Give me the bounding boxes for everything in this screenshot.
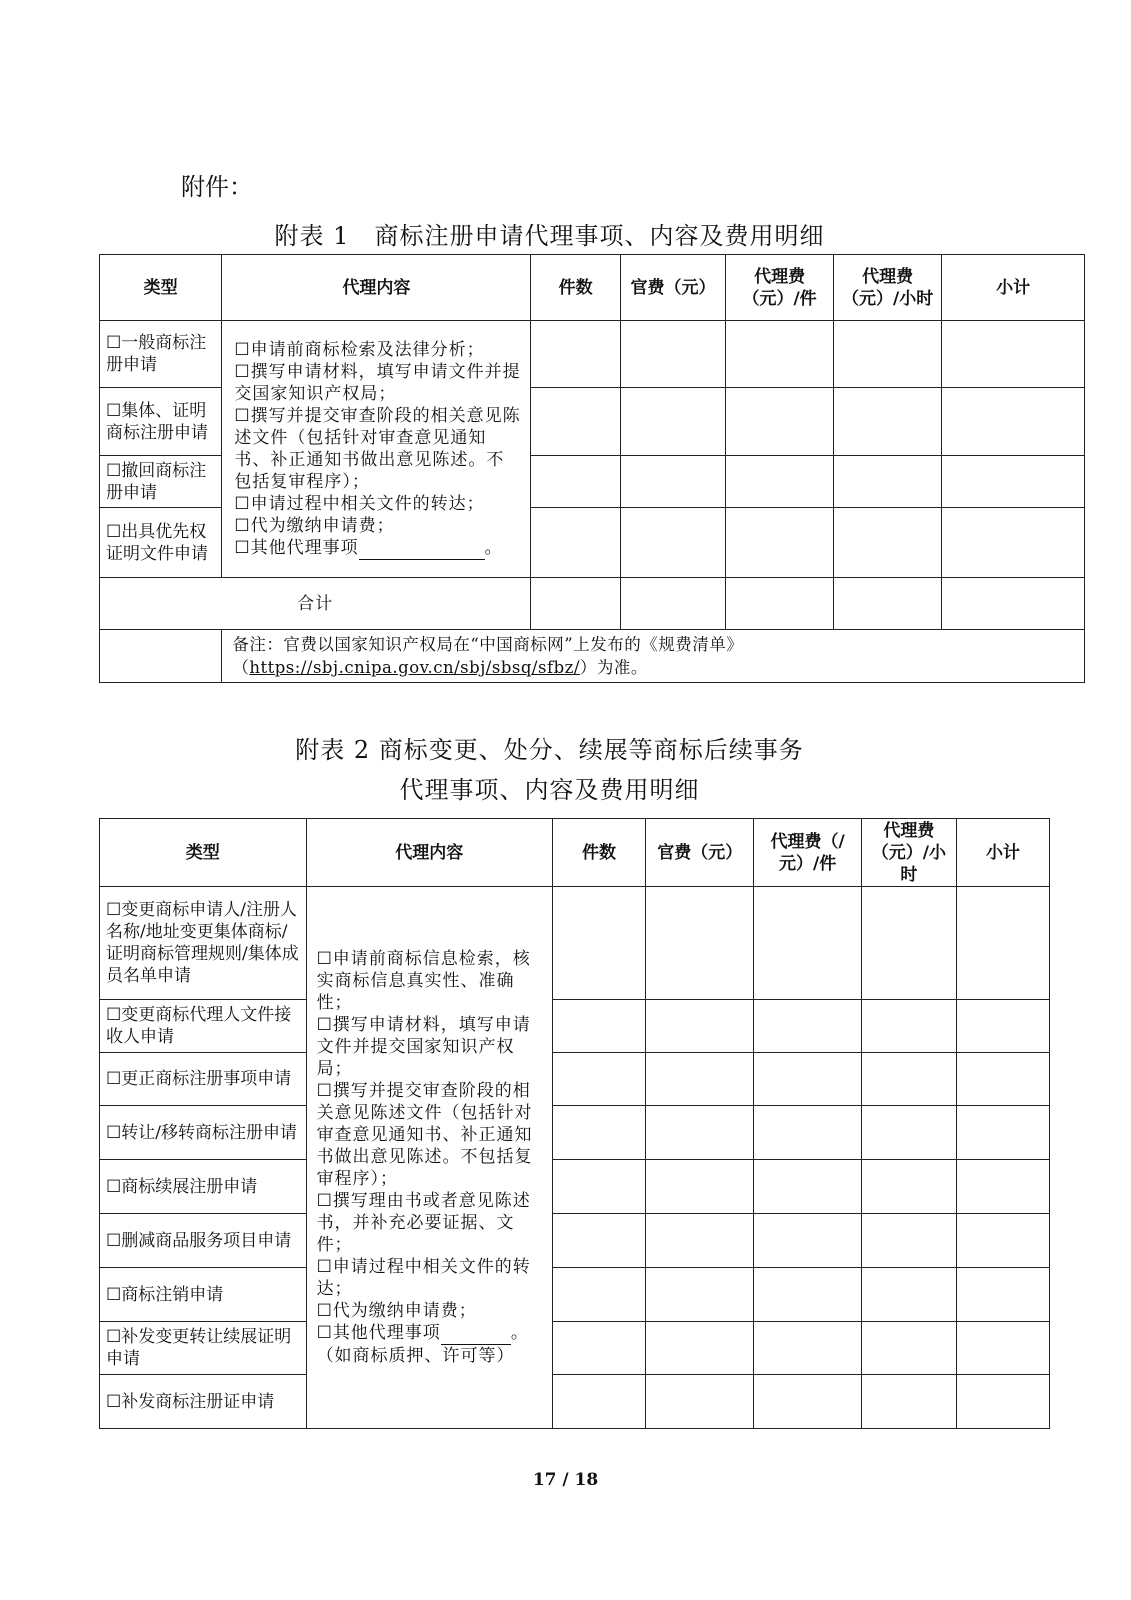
agent-fee-item-input[interactable] — [754, 1106, 861, 1160]
total-official-fee-input[interactable] — [621, 578, 726, 630]
type-cell[interactable]: ☐商标续展注册申请 — [100, 1160, 307, 1214]
header-type: 类型 — [100, 819, 307, 887]
content-line[interactable]: ☐其他代理事项 — [316, 1323, 441, 1343]
type-cell[interactable]: ☐商标注销申请 — [100, 1268, 307, 1322]
agent-fee-hour-input[interactable] — [834, 321, 942, 388]
header-subtotal: 小计 — [956, 819, 1049, 887]
official-fee-input[interactable] — [646, 1268, 754, 1322]
type-cell[interactable]: ☐转让/移转商标注册申请 — [100, 1106, 307, 1160]
type-cell[interactable]: ☐更正商标注册事项申请 — [100, 1053, 307, 1106]
content-line[interactable]: ☐申请过程中相关文件的转达； — [234, 493, 485, 514]
agent-fee-item-input[interactable] — [754, 1268, 861, 1322]
note-suffix: ）为准。 — [579, 658, 648, 677]
subtotal-input[interactable] — [942, 456, 1085, 508]
subtotal-input[interactable] — [956, 1000, 1049, 1053]
subtotal-input[interactable] — [956, 1375, 1049, 1429]
subtotal-input[interactable] — [956, 1053, 1049, 1106]
count-input[interactable] — [531, 388, 621, 456]
total-agent-fee-item-input[interactable] — [726, 578, 834, 630]
type-cell[interactable]: ☐补发商标注册证申请 — [100, 1375, 307, 1429]
type-cell[interactable]: ☐撤回商标注册申请 — [100, 456, 222, 508]
count-input[interactable] — [553, 1160, 646, 1214]
count-input[interactable] — [531, 321, 621, 388]
official-fee-input[interactable] — [646, 1053, 754, 1106]
official-fee-input[interactable] — [646, 1106, 754, 1160]
total-label: 合计 — [100, 578, 531, 630]
content-line[interactable]: ☐撰写并提交审查阶段的相关意见陈述文件（包括针对审查意见通知书、补正通知书做出意见陈述。不包括复审程序）； — [316, 1081, 533, 1189]
count-input[interactable] — [531, 508, 621, 578]
agent-fee-hour-input[interactable] — [861, 1214, 956, 1268]
content-line[interactable]: ☐撰写并提交审查阶段的相关意见陈述文件（包括针对审查意见通知书、补正通知书做出意见陈述。不包括复审程序）； — [234, 405, 521, 492]
type-cell[interactable]: ☐变更商标申请人/注册人名称/地址变更集体商标/证明商标管理规则/集体成员名单申请 — [100, 887, 307, 1000]
subtotal-input[interactable] — [956, 887, 1049, 1000]
subtotal-input[interactable] — [956, 1160, 1049, 1214]
content-line[interactable]: ☐其他代理事项 — [234, 537, 359, 558]
subtotal-input[interactable] — [956, 1214, 1049, 1268]
count-input[interactable] — [553, 1375, 646, 1429]
note-blank-cell — [100, 630, 222, 683]
official-fee-input[interactable] — [646, 887, 754, 1000]
content-extra: （如商标质押、许可等） — [316, 1346, 515, 1366]
content-end: 。 — [484, 537, 503, 558]
header-content: 代理内容 — [222, 255, 531, 321]
content-end: 。 — [510, 1323, 529, 1343]
agent-fee-item-input[interactable] — [754, 1160, 861, 1214]
agent-fee-item-input[interactable] — [754, 887, 861, 1000]
agent-fee-hour-input[interactable] — [861, 1000, 956, 1053]
agent-fee-hour-input[interactable] — [861, 1160, 956, 1214]
agent-fee-hour-input[interactable] — [834, 388, 942, 456]
count-input[interactable] — [553, 1268, 646, 1322]
note-link[interactable]: https://sbj.cnipa.gov.cn/sbj/sbsq/sfbz/ — [249, 658, 580, 677]
content-line[interactable]: ☐申请前商标检索及法律分析； — [234, 339, 485, 360]
type-cell[interactable]: ☐变更商标代理人文件接收人申请 — [100, 1000, 307, 1053]
header-subtotal: 小计 — [942, 255, 1085, 321]
agent-fee-hour-input[interactable] — [861, 1268, 956, 1322]
fill-blank[interactable] — [359, 537, 485, 560]
type-cell[interactable]: ☐出具优先权证明文件申请 — [100, 508, 222, 578]
header-agent-fee-per-item: 代理费（元）/件 — [726, 255, 834, 321]
agent-fee-item-input[interactable] — [754, 1375, 861, 1429]
count-input[interactable] — [553, 1000, 646, 1053]
header-official-fee: 官费（元） — [621, 255, 726, 321]
header-agent-fee-per-item: 代理费（/元）/件 — [754, 819, 861, 887]
table1 — [99, 254, 1085, 683]
agent-fee-item-input[interactable] — [754, 1053, 861, 1106]
agent-fee-hour-input[interactable] — [834, 508, 942, 578]
content-cell — [306, 887, 552, 1429]
official-fee-input[interactable] — [646, 1160, 754, 1214]
subtotal-input[interactable] — [956, 1322, 1049, 1375]
header-agent-fee-per-hour: 代理费（元）/小时 — [861, 819, 956, 887]
agent-fee-hour-input[interactable] — [861, 1053, 956, 1106]
count-input[interactable] — [531, 456, 621, 508]
header-official-fee: 官费（元） — [646, 819, 754, 887]
agent-fee-item-input[interactable] — [726, 321, 834, 388]
agent-fee-item-input[interactable] — [754, 1214, 861, 1268]
fill-blank[interactable] — [441, 1322, 511, 1345]
count-input[interactable] — [553, 1106, 646, 1160]
attachment-label: 附件： — [181, 173, 253, 201]
table1-title: 附表 1 商标注册申请代理事项、内容及费用明细 — [274, 222, 825, 250]
content-cell — [222, 321, 531, 578]
type-cell[interactable]: ☐补发变更转让续展证明申请 — [100, 1322, 307, 1375]
content-line[interactable]: ☐撰写申请材料，填写申请文件并提交国家知识产权局； — [316, 1015, 531, 1079]
header-type: 类型 — [100, 255, 222, 321]
official-fee-input[interactable] — [621, 508, 726, 578]
content-line[interactable]: ☐申请前商标信息检索，核实商标信息真实性、准确性； — [316, 949, 531, 1013]
header-count: 件数 — [553, 819, 646, 887]
agent-fee-hour-input[interactable] — [861, 1322, 956, 1375]
content-line[interactable]: ☐撰写申请材料，填写申请文件并提交国家知识产权局； — [234, 361, 521, 404]
agent-fee-item-input[interactable] — [726, 456, 834, 508]
total-subtotal-input[interactable] — [942, 578, 1085, 630]
subtotal-input[interactable] — [942, 388, 1085, 456]
agent-fee-item-input[interactable] — [726, 508, 834, 578]
subtotal-input[interactable] — [942, 508, 1085, 578]
official-fee-input[interactable] — [646, 1375, 754, 1429]
note-prefix: 备注：官费以国家知识产权局在“中国商标网”上发布的《规费清单》（ — [232, 635, 744, 677]
count-input[interactable] — [553, 1053, 646, 1106]
official-fee-input[interactable] — [646, 1000, 754, 1053]
note — [222, 630, 1085, 683]
content-line[interactable]: ☐代为缴纳申请费； — [234, 515, 395, 536]
type-cell[interactable]: ☐一般商标注册申请 — [100, 321, 222, 388]
content-line[interactable]: ☐申请过程中相关文件的转达； — [316, 1257, 531, 1299]
content-line[interactable]: ☐代为缴纳申请费； — [316, 1301, 477, 1321]
subtotal-input[interactable] — [956, 1268, 1049, 1322]
header-agent-fee-per-hour: 代理费（元）/小时 — [834, 255, 942, 321]
official-fee-input[interactable] — [621, 388, 726, 456]
count-input[interactable] — [553, 1214, 646, 1268]
agent-fee-item-input[interactable] — [754, 1000, 861, 1053]
table2 — [99, 818, 1050, 1429]
type-cell[interactable]: ☐集体、证明商标注册申请 — [100, 388, 222, 456]
official-fee-input[interactable] — [621, 321, 726, 388]
count-input[interactable] — [553, 887, 646, 1000]
count-input[interactable] — [553, 1322, 646, 1375]
type-cell[interactable]: ☐删减商品服务项目申请 — [100, 1214, 307, 1268]
official-fee-input[interactable] — [646, 1322, 754, 1375]
header-count: 件数 — [531, 255, 621, 321]
agent-fee-hour-input[interactable] — [861, 1375, 956, 1429]
official-fee-input[interactable] — [621, 456, 726, 508]
subtotal-input[interactable] — [942, 321, 1085, 388]
content-line[interactable]: ☐撰写理由书或者意见陈述书，并补充必要证据、文件； — [316, 1191, 531, 1255]
agent-fee-hour-input[interactable] — [834, 456, 942, 508]
total-count-input[interactable] — [531, 578, 621, 630]
agent-fee-hour-input[interactable] — [861, 1106, 956, 1160]
agent-fee-hour-input[interactable] — [861, 887, 956, 1000]
agent-fee-item-input[interactable] — [754, 1322, 861, 1375]
subtotal-input[interactable] — [956, 1106, 1049, 1160]
table2-title-line1: 附表 2 商标变更、处分、续展等商标后续事务 — [295, 736, 804, 764]
official-fee-input[interactable] — [646, 1214, 754, 1268]
total-agent-fee-hour-input[interactable] — [834, 578, 942, 630]
page-number: 17 / 18 — [532, 1470, 599, 1490]
table2-title-line2: 代理事项、内容及费用明细 — [399, 776, 700, 804]
header-content: 代理内容 — [306, 819, 552, 887]
agent-fee-item-input[interactable] — [726, 388, 834, 456]
